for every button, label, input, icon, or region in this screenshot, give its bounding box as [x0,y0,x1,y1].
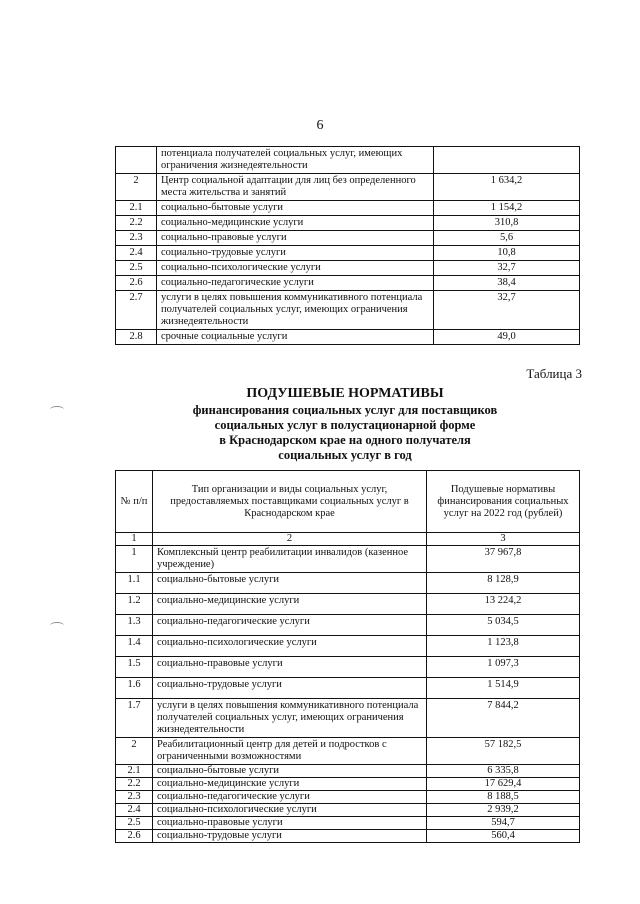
row-value: 1 514,9 [427,678,580,699]
row-value: 7 844,2 [427,699,580,738]
row-value: 57 182,5 [427,738,580,765]
row-name: социально-правовые услуги [153,657,427,678]
table-row [116,330,580,345]
table-row [116,636,580,657]
row-value: 10,8 [434,246,580,261]
row-number: 2.2 [116,216,157,231]
margin-mark [50,622,64,629]
row-number: 2.6 [116,276,157,291]
table-row [116,216,580,231]
row-number: 2.3 [116,231,157,246]
header-norm: Подушевые нормативы финансирования социальных услуг на 2022 год (рублей) [427,471,580,533]
table-row [116,791,580,804]
row-value: 49,0 [434,330,580,345]
row-value: 1 634,2 [434,174,580,201]
row-name: социально-психологические услуги [153,636,427,657]
row-value: 1 097,3 [427,657,580,678]
row-name: социально-медицинские услуги [153,594,427,615]
row-name: социально-правовые услуги [153,817,427,830]
table-row [116,276,580,291]
row-name: Центр социальной адаптации для лиц без определенного места жительства и занятий [157,174,434,201]
row-value: 8 188,5 [427,791,580,804]
margin-mark [50,406,64,413]
row-number: 1.2 [116,594,153,615]
header-number: № п/п [116,471,153,533]
row-name: социально-психологические услуги [157,261,434,276]
row-value: 594,7 [427,817,580,830]
row-value: 32,7 [434,291,580,330]
row-name: социально-правовые услуги [157,231,434,246]
table-row [116,246,580,261]
row-value: 560,4 [427,830,580,843]
table-row [116,231,580,246]
row-value: 17 629,4 [427,778,580,791]
index-cell: 3 [427,533,580,546]
row-name: социально-трудовые услуги [157,246,434,261]
row-value: 5 034,5 [427,615,580,636]
row-number: 2 [116,174,157,201]
row-value: 6 335,8 [427,765,580,778]
table-row [116,261,580,276]
row-name: социально-трудовые услуги [153,678,427,699]
table-row [116,573,580,594]
row-number: 2.8 [116,330,157,345]
table-index-row [116,533,580,546]
row-number: 2.5 [116,261,157,276]
row-value: 5,6 [434,231,580,246]
row-name: социально-бытовые услуги [157,201,434,216]
row-name: социально-медицинские услуги [157,216,434,231]
table-header-row [116,471,580,533]
row-name: социально-бытовые услуги [153,573,427,594]
row-number: 2.6 [116,830,153,843]
table-row [116,699,580,738]
row-name: услуги в целях повышения коммуникативного потенциала получателей социальных услуг, имеющих ограничения жизнедеятельности [157,291,434,330]
table-row [116,678,580,699]
row-name: услуги в целях повышения коммуникативного потенциала получателей социальных услуг, имеющих ограничения жизнедеятельности [153,699,427,738]
row-value [434,147,580,174]
row-number: 2.2 [116,778,153,791]
table-row [116,615,580,636]
table-row [116,738,580,765]
table-row [116,291,580,330]
table-row [116,546,580,573]
row-name: социально-медицинские услуги [153,778,427,791]
table-row [116,594,580,615]
row-name: социально-педагогические услуги [153,791,427,804]
title-main: ПОДУШЕВЫЕ НОРМАТИВЫ [246,386,444,401]
row-value: 8 128,9 [427,573,580,594]
row-value: 2 939,2 [427,804,580,817]
row-number: 2.4 [116,804,153,817]
row-value: 37 967,8 [427,546,580,573]
row-number: 2.1 [116,765,153,778]
row-name: социально-бытовые услуги [153,765,427,778]
row-number: 1.7 [116,699,153,738]
row-name: Комплексный центр реабилитации инвалидов (казенное учреждение) [153,546,427,573]
index-cell: 2 [153,533,427,546]
row-value: 13 224,2 [427,594,580,615]
row-value: 38,4 [434,276,580,291]
table-row [116,804,580,817]
row-value: 310,8 [434,216,580,231]
row-number: 1 [116,546,153,573]
row-number: 1.4 [116,636,153,657]
top-table [115,146,580,345]
row-number: 1.6 [116,678,153,699]
index-cell: 1 [116,533,153,546]
title-line: социальных услуг в полустационарной форме [214,418,476,432]
title-line: социальных услуг в год [278,448,412,462]
row-number [116,147,157,174]
document-title [110,385,580,463]
header-type: Тип организации и виды социальных услуг, предоставляемых поставщиками социальных услуг в Краснодарском крае [153,471,427,533]
title-line: финансирования социальных услуг для поставщиков [192,403,498,417]
table-row [116,147,580,174]
row-value: 1 123,8 [427,636,580,657]
row-name: социально-педагогические услуги [153,615,427,636]
row-value: 32,7 [434,261,580,276]
page-number: 6 [316,118,324,133]
row-value: 1 154,2 [434,201,580,216]
row-number: 1.3 [116,615,153,636]
row-name: социально-психологические услуги [153,804,427,817]
table-row [116,765,580,778]
row-number: 1.5 [116,657,153,678]
table-row [116,778,580,791]
norms-table [115,470,580,843]
row-number: 2.7 [116,291,157,330]
row-name: Реабилитационный центр для детей и подростков с ограниченными возможностями [153,738,427,765]
row-number: 2.1 [116,201,157,216]
row-number: 1.1 [116,573,153,594]
table-row [116,201,580,216]
row-number: 2.3 [116,791,153,804]
table-row [116,174,580,201]
table-caption: Таблица 3 [526,366,582,381]
row-number: 2.4 [116,246,157,261]
table-row [116,657,580,678]
row-number: 2 [116,738,153,765]
row-number: 2.5 [116,817,153,830]
row-name: социально-педагогические услуги [157,276,434,291]
row-name: потенциала получателей социальных услуг, имеющих ограничения жизнедеятельности [157,147,434,174]
table-row [116,817,580,830]
row-name: социально-трудовые услуги [153,830,427,843]
title-line: в Краснодарском крае на одного получателя [219,433,471,447]
row-name: срочные социальные услуги [157,330,434,345]
table-row [116,830,580,843]
